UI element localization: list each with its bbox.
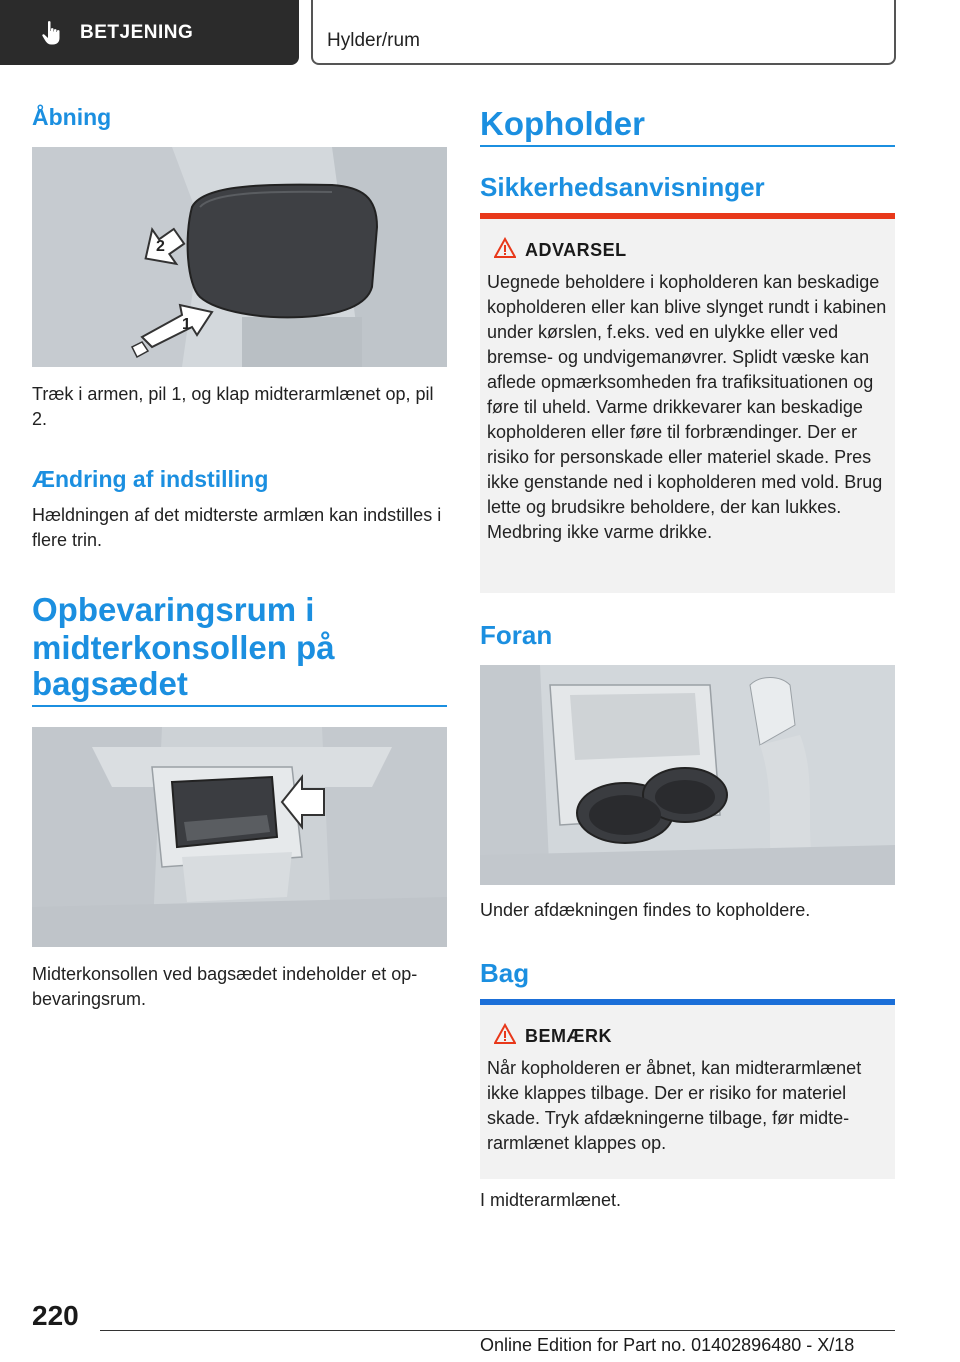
svg-text:2: 2 [156,238,165,255]
note-bar [480,999,895,1005]
heading-safety: Sikkerhedsanvisninger [480,172,765,202]
note-title: BEMÆRK [525,1026,612,1046]
section-tab [0,0,299,65]
topic-label: Hylder/rum [327,30,420,51]
note-box [480,999,895,1179]
caption-opening: Træk i armen, pil 1, og klap midterarmlænet op, pil 2. [32,384,434,429]
heading-storage-line3: bagsædet [32,665,188,702]
warning-text: Uegnede beholdere i kopholderen kan beskadige kopholderen eller kan blive slynget rundt i kabinen under kørslen, f.eks. ved en ulykke eller ved bremse- og undvigemanøvrer. Splidt væske kan aflede opmærksomheden fra trafiksituationen og føre til uheld. Varme drikkevarer kan beskadige kopholderen eller føre til forbrændinger. Der er risiko for personskade eller materiel skade. Pres ikke genstande ned i kopholderen med vold. Brug lette og brudsikre beholdere, der kan lukkes. Medbring ikke varme drikke. [487,272,887,542]
heading-rule [32,705,447,707]
warning-box [480,213,895,593]
rear-console-storage-illustration [32,727,447,947]
heading-cupholder: Kopholder [480,105,645,142]
footer-edition: Online Edition for Part no. 01402896480 - X/18 [480,1335,855,1355]
warning-title: ADVARSEL [525,240,627,260]
topic-box [311,0,896,65]
warning-triangle-icon [494,1023,516,1045]
caption-front: Under afdækningen findes to kopholdere. [480,900,811,920]
note-text: Når kopholderen er åbnet, kan midterarmlænet ikke klappes tilbage. Der er risiko for materiel skade. Tryk afdækningerne tilbage, før midterarmlænet klappes op. [487,1058,862,1153]
caption-storage: Midterkonsollen ved bagsædet indeholder et opbevaringsrum. [32,964,418,1009]
heading-opening: Åbning [32,104,112,130]
page-number: 220 [32,1300,79,1331]
heading-front: Foran [480,620,553,650]
svg-text:1: 1 [182,316,191,333]
warning-bar [480,213,895,219]
section-label: BETJENING [80,21,194,43]
hand-pointer-icon [40,20,66,46]
armrest-opening-illustration [32,147,447,367]
heading-back: Bag [480,958,530,988]
text-adjust: Hældningen af det midterste armlæn kan indstilles i flere trin. [32,505,442,550]
text-back: I midterarmlænet. [480,1190,622,1210]
heading-storage-line1: Opbevaringsrum i [32,591,315,628]
front-cupholder-illustration [480,665,895,885]
heading-adjust: Ændring af indstilling [32,466,269,492]
footer-rule [100,1330,895,1331]
heading-storage-line2: midterkonsollen på [32,629,335,666]
warning-triangle-icon [494,237,516,259]
heading-rule-cupholder [480,145,895,147]
